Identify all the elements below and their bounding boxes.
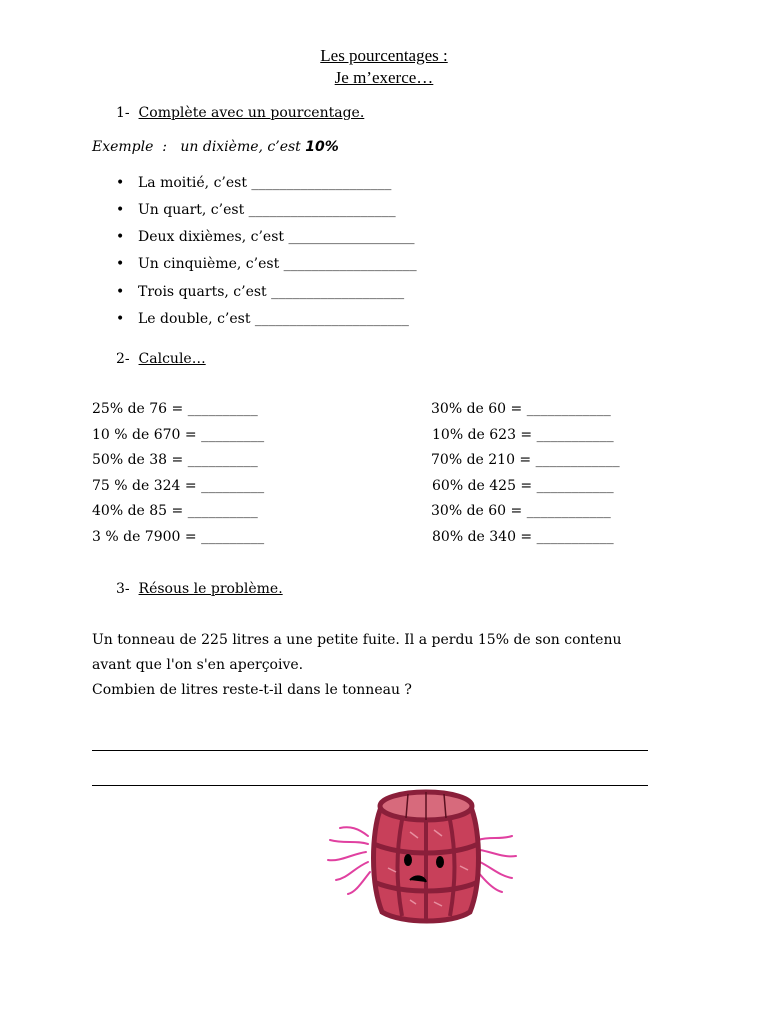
calc-left-item: 75 % de 324 = _________ [92, 478, 265, 494]
section-number: 3- [116, 581, 130, 597]
calc-right-item: 70% de 210 = ____________ [431, 452, 620, 468]
problem-line: avant que l'on s'en aperçoive. [92, 657, 304, 673]
leaking-barrel-icon [322, 782, 522, 932]
example-line [92, 139, 339, 155]
list-item-text: Un quart, c’est _____________________ [138, 202, 396, 218]
calc-right-item: 30% de 60 = ____________ [431, 503, 611, 519]
problem-line: Un tonneau de 225 litres a une petite fuite. Il a perdu 15% de son contenu [92, 632, 622, 648]
section-label: Résous le problème. [138, 581, 283, 597]
list-item [116, 311, 409, 327]
example-text: Exemple : un dixième, c’est [92, 139, 306, 155]
list-item [116, 202, 396, 218]
list-item [116, 175, 391, 191]
calc-left-item: 40% de 85 = __________ [92, 503, 258, 519]
barrel-right-eye [436, 856, 444, 868]
bullet-icon: • [116, 256, 125, 272]
calc-left-item: 10 % de 670 = _________ [92, 427, 265, 443]
calc-right-item: 30% de 60 = ____________ [431, 401, 611, 417]
leak-lines-right [478, 836, 516, 892]
calc-right-item: 60% de 425 = ___________ [432, 478, 614, 494]
section-label: Calcule… [138, 351, 206, 367]
calc-left-item: 3 % de 7900 = _________ [92, 529, 265, 545]
page-subtitle: Je m’exerce… [334, 68, 434, 87]
bullet-icon: • [116, 175, 125, 191]
bullet-icon: • [116, 311, 125, 327]
section-number: 1- [116, 105, 130, 121]
section-number: 2- [116, 351, 130, 367]
bullet-icon: • [116, 284, 125, 300]
list-item-text: Un cinquième, c’est ___________________ [138, 256, 417, 272]
bullet-icon: • [116, 202, 125, 218]
answer-line[interactable] [92, 750, 648, 751]
list-item [116, 256, 417, 272]
problem-text [92, 628, 621, 703]
list-item-text: Deux dixièmes, c’est __________________ [138, 229, 415, 245]
problem-line: Combien de litres reste-t-il dans le tonneau ? [92, 682, 412, 698]
list-item-text: La moitié, c’est ____________________ [138, 175, 392, 191]
calc-left-item: 25% de 76 = __________ [92, 401, 258, 417]
section-3-heading [116, 581, 283, 597]
calc-right-item: 10% de 623 = ___________ [432, 427, 614, 443]
calc-right-item: 80% de 340 = ___________ [432, 529, 614, 545]
section-2-heading [116, 351, 206, 367]
example-value: 10% [305, 139, 339, 155]
calc-left-item: 50% de 38 = __________ [92, 452, 258, 468]
list-item-text: Trois quarts, c’est ___________________ [138, 284, 405, 300]
bullet-icon: • [116, 229, 125, 245]
list-item [116, 229, 414, 245]
section-1-heading [116, 105, 364, 121]
page-title: Les pourcentages : [320, 46, 448, 65]
list-item-text: Le double, c’est ______________________ [138, 311, 409, 327]
section-label: Complète avec un pourcentage. [138, 105, 365, 121]
list-item [116, 284, 404, 300]
barrel-left-eye [404, 854, 412, 866]
